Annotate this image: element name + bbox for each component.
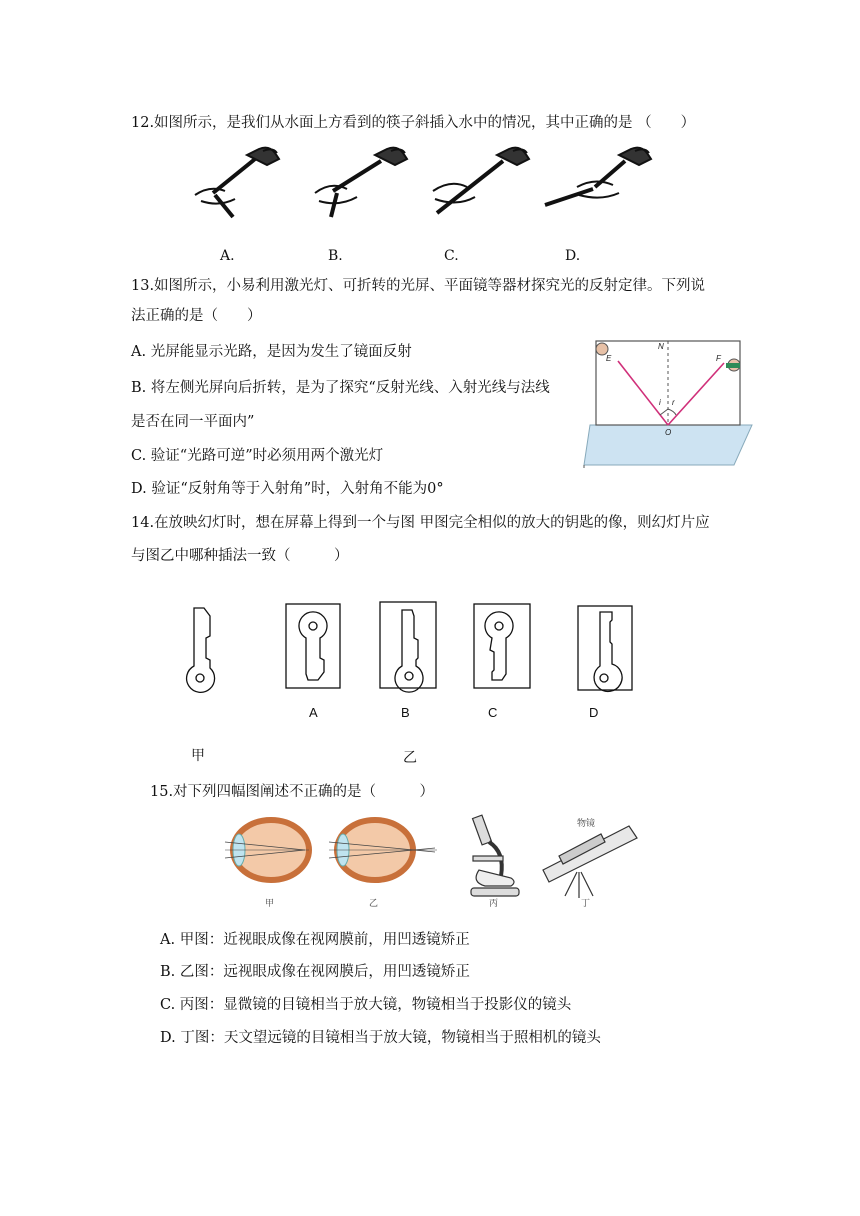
caption-yi: 乙 <box>369 899 379 909</box>
label-o: O <box>665 428 672 437</box>
caption-bing: 丙 <box>489 899 499 909</box>
chopstick-figure-c <box>433 148 529 213</box>
q15-option-d: D. 丁图：天文望远镜的目镜相当于放大镜，物镜相当于照相机的镜头 <box>160 1030 601 1046</box>
q15-stem: 15.对下列四幅图阐述不正确的是（ ） <box>150 784 435 800</box>
q12-option-d: D. <box>565 248 581 264</box>
q14-key-figures <box>180 598 640 698</box>
chopstick-figure-a <box>195 148 279 217</box>
key-option-c <box>474 604 530 688</box>
q12-chopstick-figures <box>185 145 665 225</box>
q12-option-b: B. <box>328 248 343 264</box>
q15-option-a: A. 甲图：近视眼成像在视网膜前，用凹透镜矫正 <box>160 932 470 948</box>
q15-option-b: B. 乙图：远视眼成像在视网膜后，用凹透镜矫正 <box>160 964 470 980</box>
q13-stem-line1: 13.如图所示，小易利用激光灯、可折转的光屏、平面镜等器材探究光的反射定律。下列说 <box>131 278 706 294</box>
q14-option-d: D <box>589 705 599 720</box>
q13-option-a: A. 光屏能显示光路，是因为发生了镜面反射 <box>131 344 412 360</box>
q12-option-c: C. <box>444 248 459 264</box>
telescope-figure <box>543 817 637 909</box>
q12-stem: 12.如图所示，是我们从水面上方看到的筷子斜插入水中的情况，其中正确的是 （ ） <box>131 115 696 131</box>
label-n: N <box>658 342 664 351</box>
q13-option-c: C. 验证“光路可逆”时必须用两个激光灯 <box>131 448 384 464</box>
label-r: r <box>672 398 675 407</box>
q13-option-b-line2: 是否在同一平面内” <box>131 414 255 430</box>
eye-figure-yi <box>329 820 437 909</box>
caption-ding: 丁 <box>581 899 591 909</box>
q15-option-c: C. 丙图：显微镜的目镜相当于放大镜，物镜相当于投影仪的镜头 <box>160 997 572 1013</box>
q14-option-b: B <box>401 705 410 720</box>
telescope-objective-label: 物镜 <box>577 819 596 829</box>
label-i: i <box>659 398 661 407</box>
label-e: E <box>606 354 612 363</box>
q14-stem-line1: 14.在放映幻灯时，想在屏幕上得到一个与图 甲图完全相似的放大的钥匙的像，则幻灯片应 <box>131 515 710 531</box>
eye-figure-jia <box>225 820 309 909</box>
q14-stem-line2: 与图乙中哪种插法一致（ ） <box>131 548 349 564</box>
q14-option-c: C <box>488 705 498 720</box>
q12-option-a: A. <box>220 248 235 264</box>
chopstick-figure-d <box>545 148 651 205</box>
q13-stem-line2: 法正确的是（ ） <box>131 308 262 324</box>
q14-caption-yi: 乙 <box>403 749 417 765</box>
key-option-a <box>286 604 340 688</box>
q15-optics-figures <box>225 812 645 912</box>
chopstick-figure-b <box>315 148 407 217</box>
label-f: F <box>716 354 721 363</box>
q13-reflection-figure <box>584 333 754 468</box>
q14-option-a: A <box>309 705 318 720</box>
key-option-d <box>578 606 632 691</box>
q13-option-d: D. 验证“反射角等于入射角”时，入射角不能为0° <box>131 481 444 497</box>
caption-jia: 甲 <box>265 899 275 909</box>
q13-option-b-line1: B. 将左侧光屏向后折转，是为了探究“反射光线、入射光线与法线 <box>131 380 550 396</box>
key-jia <box>187 608 215 692</box>
q14-caption-jia: 甲 <box>191 747 205 763</box>
key-option-b <box>380 602 436 692</box>
microscope-figure <box>471 815 519 909</box>
